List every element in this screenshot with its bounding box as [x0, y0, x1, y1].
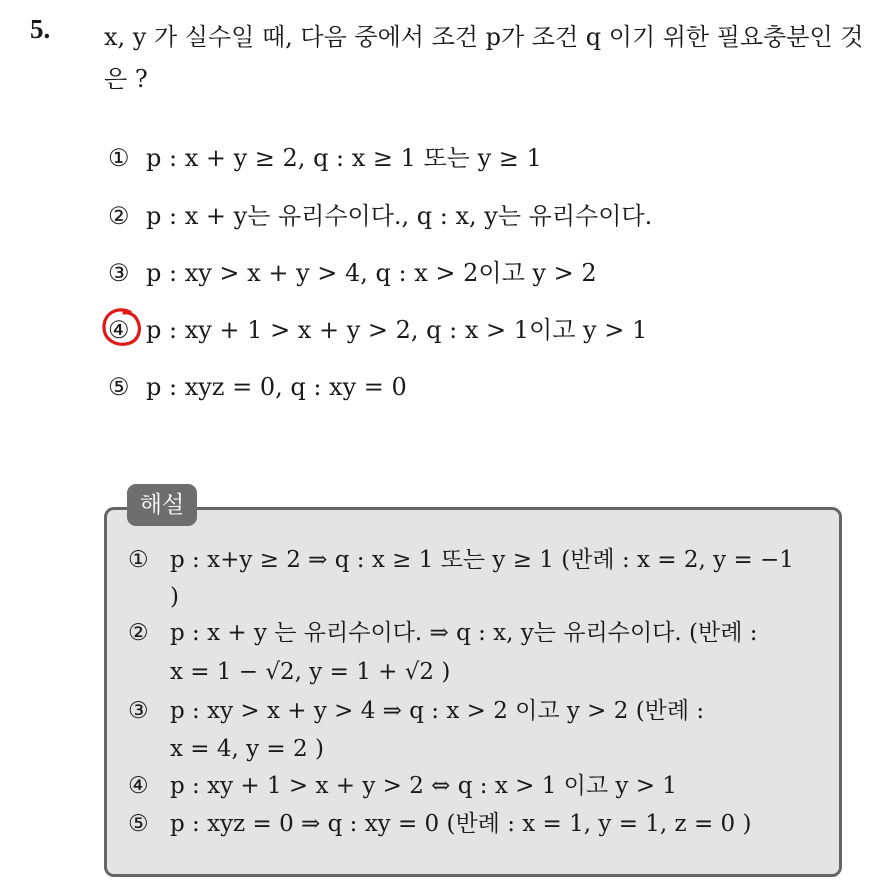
solution-line-2	[128, 615, 757, 651]
choice-3[interactable]	[108, 253, 597, 293]
solution-mark: ④	[128, 773, 149, 799]
choice-mark: ③	[108, 259, 130, 287]
choice-mark: ②	[108, 202, 130, 230]
choice-4[interactable]	[108, 310, 647, 350]
choice-mark: ①	[108, 144, 130, 172]
solution-mark: ⑤	[128, 811, 149, 837]
solution-text: p : xy + 1 > x + y > 2 ⇔ q : x > 1 이고 y > 1	[170, 773, 677, 799]
choice-text: p : xy > x + y > 4, q : x > 2이고 y > 2	[146, 259, 597, 287]
solution-line-1-cont: )	[170, 584, 179, 610]
choice-2[interactable]	[108, 196, 652, 236]
question-number: 5.	[30, 14, 51, 44]
choice-text: p : xy + 1 > x + y > 2, q : x > 1이고 y > 1	[146, 316, 648, 344]
solution-text: p : xyz = 0 ⇒ q : xy = 0 (반례 : x = 1, y = 1, z = 0 )	[170, 811, 752, 837]
choice-mark: ⑤	[108, 373, 130, 401]
solution-line-1	[128, 542, 794, 578]
solution-line-5	[128, 806, 751, 842]
choice-text: p : xyz = 0, q : xy = 0	[146, 373, 407, 401]
choice-text: p : x + y는 유리수이다., q : x, y는 유리수이다.	[146, 202, 653, 230]
choice-mark: ④	[108, 316, 130, 344]
solution-line-3	[128, 693, 704, 729]
choice-text: p : x + y ≥ 2, q : x ≥ 1 또는 y ≥ 1	[146, 144, 542, 172]
answer-circle-mark	[100, 305, 144, 349]
choice-1[interactable]	[108, 138, 542, 178]
choice-5[interactable]	[108, 367, 407, 407]
solution-text: p : x + y 는 유리수이다. ⇒ q : x, y는 유리수이다. (반례 :	[170, 620, 758, 646]
question-text: x, y 가 실수일 때, 다음 중에서 조건 p가 조건 q 이기 위한 필요충분인 것은 ?	[104, 23, 864, 93]
solution-text: p : x+y ≥ 2 ⇒ q : x ≥ 1 또는 y ≥ 1 (반례 : x = 2, y = −1	[170, 547, 794, 573]
solution-line-4	[128, 768, 677, 804]
solution-mark: ②	[128, 620, 149, 646]
solution-mark: ③	[128, 698, 149, 724]
solution-line-3-cont: x = 4, y = 2 )	[170, 736, 324, 762]
solution-title-badge: 해설	[127, 484, 197, 526]
solution-text: p : xy > x + y > 4 ⇒ q : x > 2 이고 y > 2 (반례 :	[170, 698, 705, 724]
solution-mark: ①	[128, 547, 149, 573]
solution-line-2-cont: x = 1 − √2, y = 1 + √2 )	[170, 659, 451, 685]
